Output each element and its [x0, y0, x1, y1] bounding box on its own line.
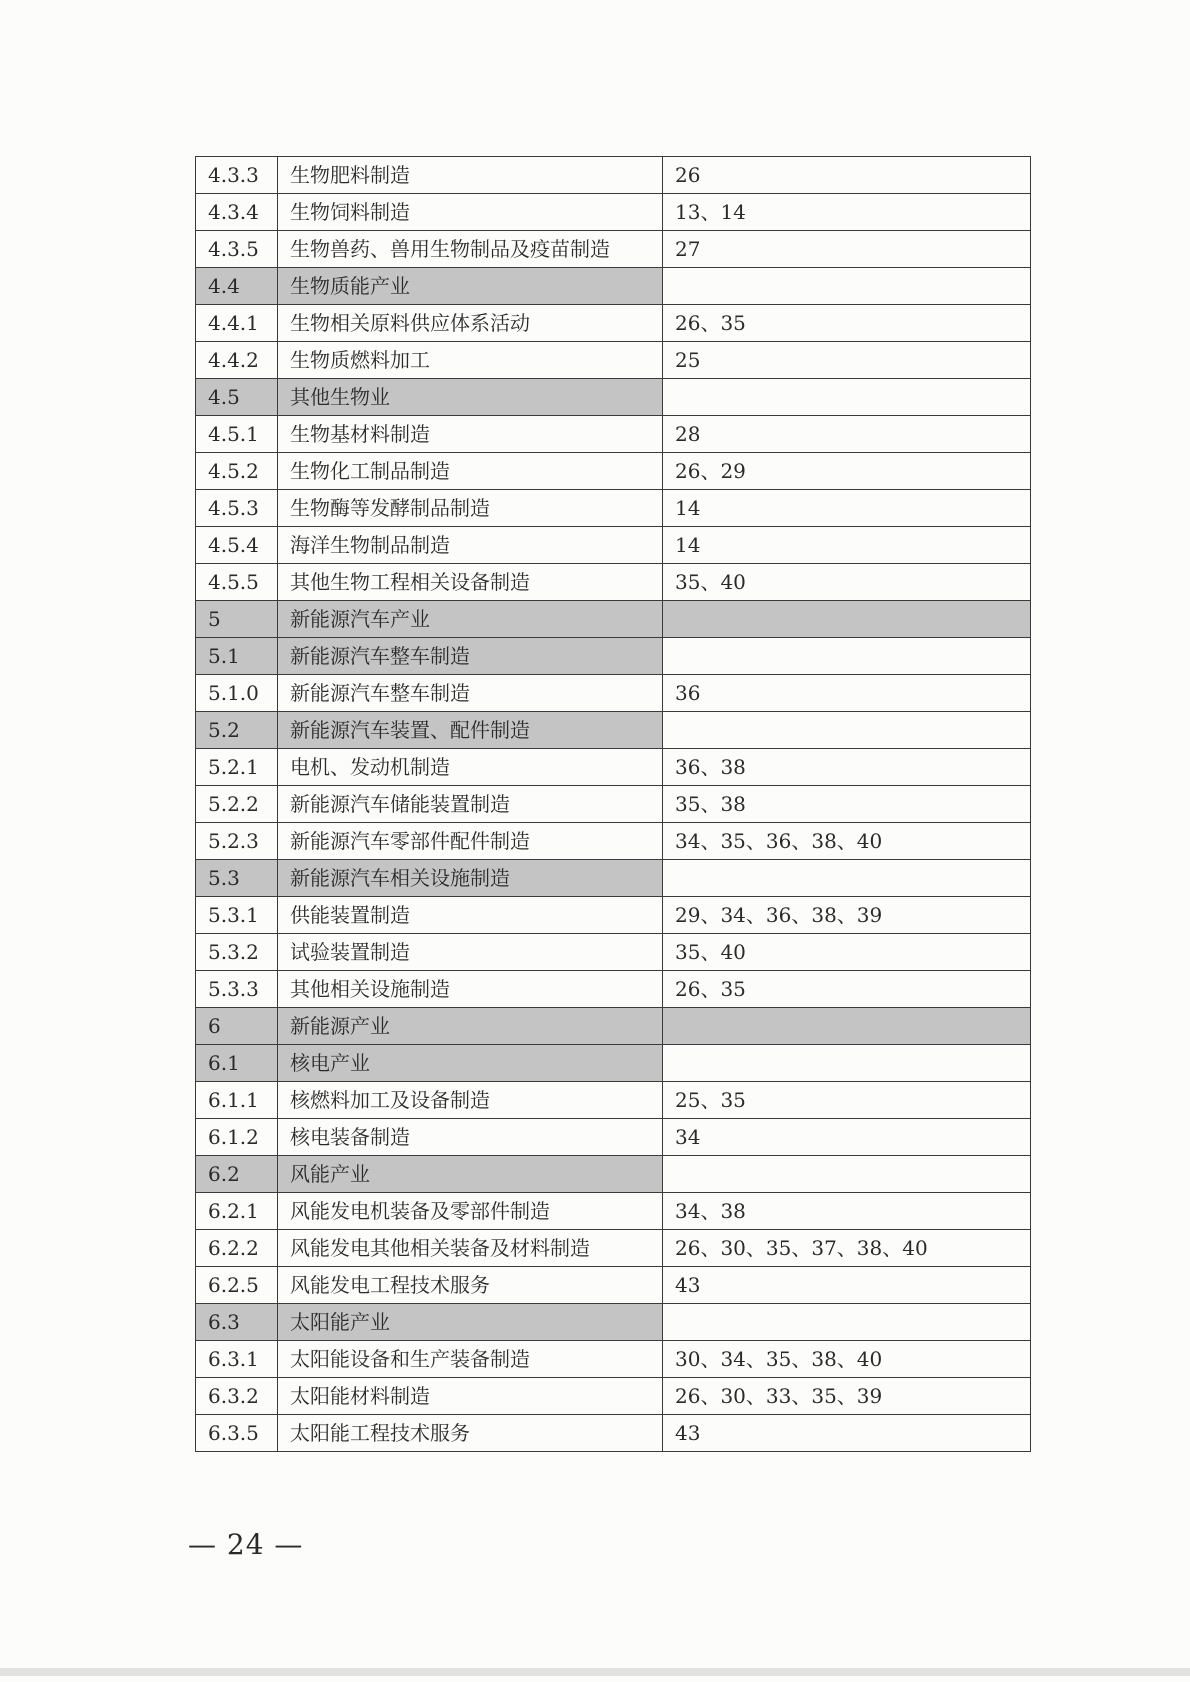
table-row — [196, 1341, 1031, 1378]
category-code-cell: 6.2.2 — [196, 1230, 278, 1267]
industry-code-reference-cell: 28 — [663, 416, 1031, 453]
category-code-cell: 6.3.5 — [196, 1415, 278, 1452]
category-name-cell: 新能源汽车零部件配件制造 — [278, 823, 663, 860]
category-name-cell: 生物质燃料加工 — [278, 342, 663, 379]
category-name-cell: 生物肥料制造 — [278, 157, 663, 194]
table-row — [196, 1304, 1031, 1341]
table-row — [196, 1415, 1031, 1452]
table-row — [196, 1378, 1031, 1415]
table-row — [196, 786, 1031, 823]
category-name-cell: 太阳能产业 — [278, 1304, 663, 1341]
industry-code-reference-cell: 30、34、35、38、40 — [663, 1341, 1031, 1378]
category-name-cell: 太阳能材料制造 — [278, 1378, 663, 1415]
category-code-cell: 5.3.3 — [196, 971, 278, 1008]
category-code-cell: 5.1 — [196, 638, 278, 675]
industry-code-reference-cell — [663, 1156, 1031, 1193]
category-name-cell: 核电装备制造 — [278, 1119, 663, 1156]
table-row — [196, 453, 1031, 490]
industry-code-reference-cell: 34、38 — [663, 1193, 1031, 1230]
industry-code-reference-cell: 26、35 — [663, 305, 1031, 342]
category-code-cell: 4.4.1 — [196, 305, 278, 342]
industry-code-reference-cell — [663, 860, 1031, 897]
industry-code-reference-cell: 35、38 — [663, 786, 1031, 823]
category-code-cell: 5.2.2 — [196, 786, 278, 823]
table-row — [196, 342, 1031, 379]
industry-code-reference-cell: 36、38 — [663, 749, 1031, 786]
industry-code-reference-cell: 36 — [663, 675, 1031, 712]
category-name-cell: 新能源汽车装置、配件制造 — [278, 712, 663, 749]
category-code-cell: 4.5.3 — [196, 490, 278, 527]
industry-code-reference-cell: 34、35、36、38、40 — [663, 823, 1031, 860]
category-name-cell: 生物酶等发酵制品制造 — [278, 490, 663, 527]
industry-code-reference-cell: 25 — [663, 342, 1031, 379]
table-row — [196, 379, 1031, 416]
table-row — [196, 860, 1031, 897]
category-code-cell: 5.2.3 — [196, 823, 278, 860]
table-row — [196, 823, 1031, 860]
category-code-cell: 5.3.1 — [196, 897, 278, 934]
page-number: — 24 — — [188, 1528, 304, 1561]
industry-code-reference-cell: 29、34、36、38、39 — [663, 897, 1031, 934]
table-row — [196, 1045, 1031, 1082]
category-code-cell: 6.3.1 — [196, 1341, 278, 1378]
table-row — [196, 749, 1031, 786]
category-name-cell: 新能源汽车整车制造 — [278, 675, 663, 712]
table-row — [196, 268, 1031, 305]
category-code-cell: 4.5.1 — [196, 416, 278, 453]
category-code-cell: 4.5.4 — [196, 527, 278, 564]
category-code-cell: 6.2 — [196, 1156, 278, 1193]
table-row — [196, 1193, 1031, 1230]
category-name-cell: 生物饲料制造 — [278, 194, 663, 231]
category-name-cell: 生物基材料制造 — [278, 416, 663, 453]
industry-classification-table — [195, 156, 1031, 1452]
table-row — [196, 934, 1031, 971]
category-name-cell: 新能源汽车储能装置制造 — [278, 786, 663, 823]
industry-code-reference-cell: 34 — [663, 1119, 1031, 1156]
category-code-cell: 4.5 — [196, 379, 278, 416]
industry-code-reference-cell: 26、30、35、37、38、40 — [663, 1230, 1031, 1267]
category-code-cell: 4.5.2 — [196, 453, 278, 490]
category-code-cell: 5.1.0 — [196, 675, 278, 712]
category-name-cell: 太阳能设备和生产装备制造 — [278, 1341, 663, 1378]
category-code-cell: 6.3.2 — [196, 1378, 278, 1415]
industry-code-reference-cell: 27 — [663, 231, 1031, 268]
category-code-cell: 4.3.4 — [196, 194, 278, 231]
category-code-cell: 4.4 — [196, 268, 278, 305]
category-name-cell: 新能源汽车产业 — [278, 601, 663, 638]
table-row — [196, 1230, 1031, 1267]
industry-code-reference-cell: 26、35 — [663, 971, 1031, 1008]
industry-code-reference-cell: 14 — [663, 527, 1031, 564]
category-name-cell: 风能产业 — [278, 1156, 663, 1193]
category-code-cell: 4.4.2 — [196, 342, 278, 379]
industry-code-reference-cell — [663, 1304, 1031, 1341]
category-code-cell: 6.1.1 — [196, 1082, 278, 1119]
industry-code-reference-cell — [663, 601, 1031, 638]
category-name-cell: 太阳能工程技术服务 — [278, 1415, 663, 1452]
category-code-cell: 4.5.5 — [196, 564, 278, 601]
category-code-cell: 6.3 — [196, 1304, 278, 1341]
category-name-cell: 风能发电工程技术服务 — [278, 1267, 663, 1304]
table-row — [196, 971, 1031, 1008]
category-code-cell: 6.1.2 — [196, 1119, 278, 1156]
table-row — [196, 527, 1031, 564]
category-name-cell: 生物化工制品制造 — [278, 453, 663, 490]
category-code-cell: 4.3.3 — [196, 157, 278, 194]
category-name-cell: 新能源汽车相关设施制造 — [278, 860, 663, 897]
category-name-cell: 电机、发动机制造 — [278, 749, 663, 786]
category-name-cell: 海洋生物制品制造 — [278, 527, 663, 564]
table-row — [196, 1008, 1031, 1045]
table-row — [196, 712, 1031, 749]
table-row — [196, 897, 1031, 934]
industry-code-reference-cell — [663, 1008, 1031, 1045]
category-name-cell: 供能装置制造 — [278, 897, 663, 934]
table-row — [196, 416, 1031, 453]
table-row — [196, 1267, 1031, 1304]
industry-code-reference-cell: 43 — [663, 1267, 1031, 1304]
industry-code-reference-cell — [663, 1045, 1031, 1082]
category-code-cell: 5.2 — [196, 712, 278, 749]
industry-code-reference-cell — [663, 379, 1031, 416]
industry-code-reference-cell: 35、40 — [663, 934, 1031, 971]
table-row — [196, 490, 1031, 527]
category-code-cell: 5.2.1 — [196, 749, 278, 786]
category-name-cell: 风能发电机装备及零部件制造 — [278, 1193, 663, 1230]
industry-code-reference-cell — [663, 638, 1031, 675]
scan-edge-divider — [0, 1668, 1190, 1676]
industry-code-reference-cell — [663, 268, 1031, 305]
table-row — [196, 305, 1031, 342]
industry-code-reference-cell: 14 — [663, 490, 1031, 527]
category-code-cell: 6.2.1 — [196, 1193, 278, 1230]
category-name-cell: 其他生物业 — [278, 379, 663, 416]
table-row — [196, 564, 1031, 601]
category-name-cell: 生物兽药、兽用生物制品及疫苗制造 — [278, 231, 663, 268]
industry-code-reference-cell: 26、29 — [663, 453, 1031, 490]
industry-code-reference-cell: 13、14 — [663, 194, 1031, 231]
category-code-cell: 5 — [196, 601, 278, 638]
category-name-cell: 新能源产业 — [278, 1008, 663, 1045]
industry-code-reference-cell: 25、35 — [663, 1082, 1031, 1119]
table-row — [196, 194, 1031, 231]
category-name-cell: 生物质能产业 — [278, 268, 663, 305]
industry-code-reference-cell: 26、30、33、35、39 — [663, 1378, 1031, 1415]
category-code-cell: 6 — [196, 1008, 278, 1045]
table-row — [196, 1156, 1031, 1193]
category-name-cell: 核电产业 — [278, 1045, 663, 1082]
category-name-cell: 试验装置制造 — [278, 934, 663, 971]
table-body — [196, 157, 1031, 1452]
table-row — [196, 231, 1031, 268]
category-name-cell: 生物相关原料供应体系活动 — [278, 305, 663, 342]
category-code-cell: 6.1 — [196, 1045, 278, 1082]
category-name-cell: 其他相关设施制造 — [278, 971, 663, 1008]
table-row — [196, 1082, 1031, 1119]
industry-code-reference-cell: 43 — [663, 1415, 1031, 1452]
category-code-cell: 5.3 — [196, 860, 278, 897]
category-code-cell: 4.3.5 — [196, 231, 278, 268]
table-row — [196, 1119, 1031, 1156]
category-name-cell: 其他生物工程相关设备制造 — [278, 564, 663, 601]
table-row — [196, 601, 1031, 638]
category-name-cell: 新能源汽车整车制造 — [278, 638, 663, 675]
industry-code-reference-cell: 35、40 — [663, 564, 1031, 601]
category-code-cell: 6.2.5 — [196, 1267, 278, 1304]
category-code-cell: 5.3.2 — [196, 934, 278, 971]
table-row — [196, 638, 1031, 675]
category-name-cell: 风能发电其他相关装备及材料制造 — [278, 1230, 663, 1267]
industry-code-reference-cell — [663, 712, 1031, 749]
table-row — [196, 157, 1031, 194]
category-name-cell: 核燃料加工及设备制造 — [278, 1082, 663, 1119]
industry-code-reference-cell: 26 — [663, 157, 1031, 194]
table-row — [196, 675, 1031, 712]
